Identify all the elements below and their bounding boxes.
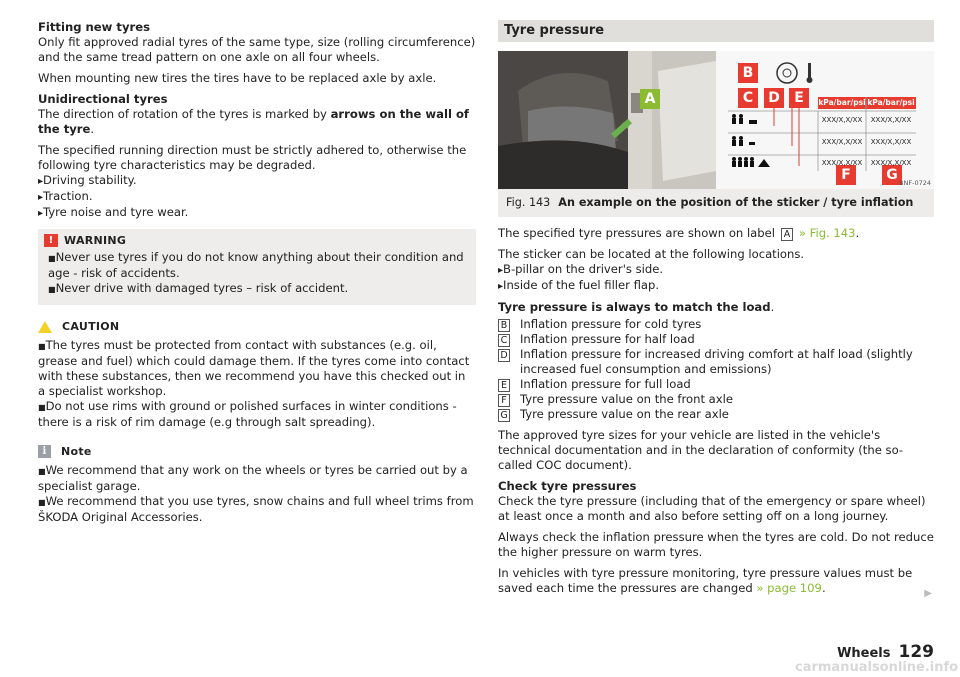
info-icon: i <box>38 445 51 458</box>
unidirectional-title: Unidirectional tyres <box>38 92 168 106</box>
load-heading: Tyre pressure is always to match the load. <box>498 300 775 314</box>
warning-icon: ! <box>44 234 58 247</box>
legend-item: B Inflation pressure for cold tyres <box>498 317 934 332</box>
list-item: ■ We recommend that any work on the wheels or tyres be carried out by a specialist garage. <box>38 463 476 494</box>
legend-item: C Inflation pressure for half load <box>498 332 934 347</box>
caution-header <box>38 319 476 334</box>
page-footer <box>837 642 934 662</box>
cell-r3-rear: XXX/X,X/XX <box>870 159 912 167</box>
figure-code: BNF-0724 <box>899 179 931 187</box>
right-column <box>498 20 934 602</box>
warning-box <box>38 229 476 305</box>
list-item: ■ Do not use rims with ground or polished surfaces in winter conditions - there is a risk of rim damage (e.g through salt spreading). <box>38 399 476 430</box>
label-f: F <box>836 165 856 185</box>
legend-item: E Inflation pressure for full load <box>498 377 934 392</box>
legend-item: G Tyre pressure value on the rear axle <box>498 407 934 422</box>
running-direction-text: The specified running direction must be strictly adhered to, otherwise the following tyre characteristics may be degraded. <box>38 143 467 172</box>
fitting-title: Fitting new tyres <box>38 20 150 34</box>
figure-number: Fig. 143 <box>506 196 551 209</box>
fitting-body: Only fit approved radial tyres of the same type, size (rolling circumference) and the same tread pattern on one axle on all four wheels. <box>38 35 476 64</box>
continue-arrow-icon: ▶ <box>924 588 932 599</box>
list-item: ■ The tyres must be protected from contact with substances (e.g. oil, grease and fuel) which could damage them. If the tyres come into contact with these substances, then we recommend you have this checked out in a specialist workshop. <box>38 338 476 399</box>
always-check-text: Always check the inflation pressure when the tyres are cold. Do not reduce the higher pressure on warm tyres. <box>498 530 934 559</box>
warning-title: WARNING <box>64 234 127 247</box>
cell-r3-front: XXX/X,X/XX <box>821 159 863 167</box>
left-column <box>38 20 476 525</box>
col-header-rear: kPa/bar/psi <box>867 98 915 107</box>
note-body <box>38 463 476 525</box>
sticker-diagram <box>716 51 934 189</box>
cell-r2-front: XXX/X,X/XX <box>821 138 863 146</box>
list-item: ▸ Traction. <box>38 189 476 205</box>
list-item: ▸ Inside of the fuel filler flap. <box>498 278 934 294</box>
caution-title: CAUTION <box>62 320 120 333</box>
label-g: G <box>882 165 902 185</box>
note-title: Note <box>61 445 92 458</box>
legend-list <box>498 317 934 422</box>
watermark: carmanualsonline.info <box>795 660 959 675</box>
legend-item: D Inflation pressure for increased driving comfort at half load (slightly increased fuel consumption and emissions) <box>498 347 934 377</box>
figure-143 <box>498 51 934 189</box>
label-b: B <box>738 63 758 83</box>
label-ref-a: A <box>781 228 794 241</box>
check-title: Check tyre pressures <box>498 479 637 493</box>
page-number: 129 <box>898 642 934 662</box>
label-d: D <box>764 88 784 108</box>
label-a: A <box>640 89 660 109</box>
label-e: E <box>789 88 809 108</box>
warning-header <box>38 229 476 250</box>
figure-caption-text: An example on the position of the sticker / tyre inflation <box>558 196 914 209</box>
section-title: Tyre pressure <box>498 20 934 42</box>
legend-item: F Tyre pressure value on the front axle <box>498 392 934 407</box>
list-item: ▸ B-pillar on the driver's side. <box>498 262 934 278</box>
warning-body <box>38 250 476 297</box>
list-item: ▸ Driving stability. <box>38 173 476 189</box>
locations-intro: The sticker can be located at the following locations. <box>498 247 805 261</box>
cell-r1-front: XXX/X,X/XX <box>821 116 863 124</box>
list-item: ▸ Tyre noise and tyre wear. <box>38 205 476 221</box>
fig-143-link[interactable]: » Fig. 143 <box>798 226 856 240</box>
cell-r2-rear: XXX/X,X/XX <box>870 138 912 146</box>
footer-section: Wheels <box>837 646 891 661</box>
thermometer-icon <box>808 63 811 79</box>
col-header-front: kPa/bar/psi <box>818 98 866 107</box>
list-item: ■ We recommend that you use tyres, snow chains and full wheel trims from ŠKODA Original Accessories. <box>38 494 476 525</box>
characteristics-list <box>38 173 476 221</box>
caution-body <box>38 338 476 430</box>
list-item: ■ Never use tyres if you do not know anything about their condition and age - risk of accidents. <box>48 250 468 281</box>
approved-sizes-text: The approved tyre sizes for your vehicle are listed in the vehicle's technical documentation and in the declaration of conformity (the so-called COC document). <box>498 428 904 472</box>
label-c: C <box>738 88 758 108</box>
monitoring-text: In vehicles with tyre pressure monitoring, tyre pressure values must be saved each time the pressures are changed » page 109. <box>498 566 913 595</box>
mounting-text: When mounting new tires the tires have to be replaced axle by axle. <box>38 71 437 85</box>
page-109-link[interactable]: » page 109 <box>756 581 822 595</box>
caution-icon <box>38 321 52 333</box>
intro-text: The specified tyre pressures are shown on label A » Fig. 143. <box>498 226 860 240</box>
note-header <box>38 444 476 459</box>
check-body: Check the tyre pressure (including that of the emergency or spare wheel) at least once a month and also before setting off on a long journey. <box>498 494 926 523</box>
list-item: ■ Never drive with damaged tyres – risk of accident. <box>48 281 468 297</box>
car-door-photo <box>498 51 716 189</box>
locations-list <box>498 262 934 294</box>
car-interior-illustration <box>498 51 716 189</box>
cell-r1-rear: XXX/X,X/XX <box>870 116 912 124</box>
figure-caption <box>498 189 934 217</box>
unidirectional-body: The direction of rotation of the tyres is marked by arrows on the wall of the tyre. <box>38 107 469 136</box>
